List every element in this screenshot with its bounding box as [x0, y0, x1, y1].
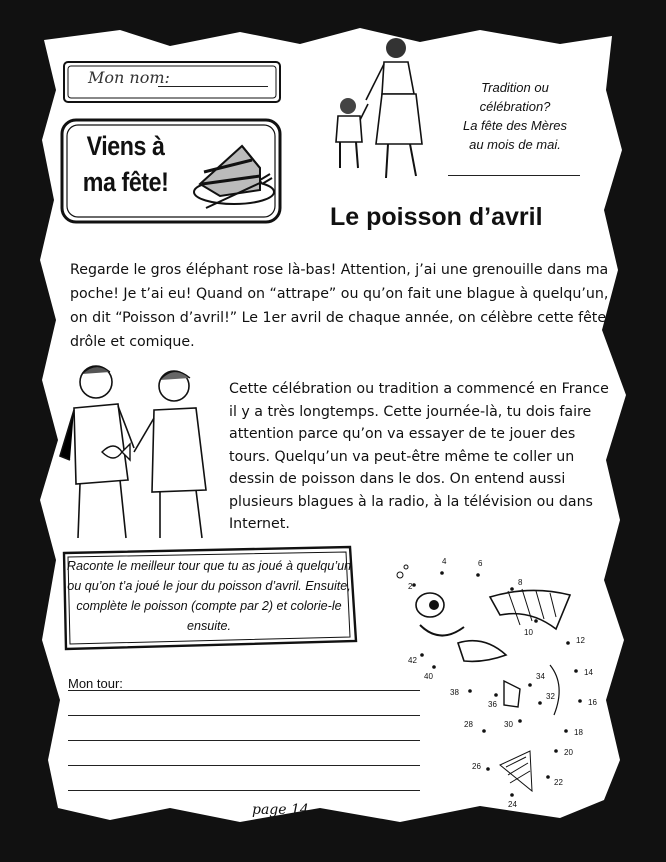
answer-label: Mon tour: — [68, 676, 123, 691]
fish-belly-fin-icon — [504, 681, 520, 707]
fish-dot-number: 26 — [472, 762, 481, 771]
tradition-answer-line[interactable] — [448, 175, 580, 176]
fish-dot-number: 32 — [546, 692, 555, 701]
fish-dot-number: 24 — [508, 800, 517, 809]
fish-dot-number: 38 — [450, 688, 459, 697]
fish-dot-number: 30 — [504, 720, 513, 729]
fish-dot[interactable] — [546, 775, 550, 779]
fish-dot-number: 6 — [478, 559, 483, 568]
answer-line[interactable] — [68, 765, 420, 766]
fish-pupil-icon — [429, 600, 439, 610]
history-paragraph: Cette célébration ou tradition a commencé en France il y a très longtemps. Cette journée-là, tu dois faire attention parce qu’on va essayer de te jouer des tours. Quelqu’un va peut-être même te coller un dessin de poisson dans le dos. On entend aussi plusieurs blagues à la radio, à la télévision ou dans Internet. — [229, 381, 609, 532]
fish-dot[interactable] — [566, 641, 570, 645]
fish-dot[interactable] — [432, 665, 436, 669]
fish-dot-number: 18 — [574, 728, 583, 737]
fish-dot[interactable] — [476, 573, 480, 577]
party-title-line2: ma fête! — [82, 167, 169, 197]
fish-dot-number: 16 — [588, 698, 597, 707]
fish-dot-number: 4 — [442, 557, 447, 566]
fish-dot[interactable] — [518, 719, 522, 723]
tradition-note-line4: au mois de mai. — [469, 137, 561, 152]
fish-dot-number: 20 — [564, 748, 573, 757]
fish-dot[interactable] — [420, 653, 424, 657]
fish-dot-number: 34 — [536, 672, 545, 681]
fish-mouth-icon — [420, 625, 464, 636]
tradition-note-line1: Tradition ou — [481, 80, 549, 95]
mother-child-illustration — [326, 34, 436, 184]
tradition-note-line3: La fête des Mères — [462, 118, 568, 133]
fish-dot[interactable] — [412, 583, 416, 587]
page-title: Le poisson d’avril — [330, 203, 543, 231]
fish-body-curve-icon — [550, 665, 559, 715]
page-number: page 14 — [252, 802, 309, 818]
intro-paragraph: Regarde le gros éléphant rose là-bas! Attention, j’ai une grenouille dans ma poche! Je t’ai eu! Quand on “attrape” ou qu’on fait une blague à quelqu’un, on dit “Poisson d’avril!” Le 1er avril de chaque année, on célèbre cette fête drôle et comique. — [70, 262, 609, 350]
dot-to-dot-fish[interactable] — [380, 555, 610, 809]
answer-line[interactable] — [68, 790, 420, 791]
fish-dot-number: 12 — [576, 636, 585, 645]
fish-dot[interactable] — [468, 689, 472, 693]
bubble-icon — [397, 572, 403, 578]
fish-dot-number: 10 — [524, 628, 533, 637]
party-title-line1: Viens à — [86, 131, 165, 161]
fish-dot-number: 8 — [518, 578, 523, 587]
fish-dot[interactable] — [538, 701, 542, 705]
answer-line[interactable] — [68, 690, 420, 691]
cake-slice-icon — [190, 138, 280, 212]
answer-line[interactable] — [68, 740, 420, 741]
fish-dot[interactable] — [574, 669, 578, 673]
tradition-note — [436, 78, 594, 154]
fish-dot[interactable] — [528, 683, 532, 687]
fish-dot[interactable] — [510, 587, 514, 591]
fish-dot[interactable] — [486, 767, 490, 771]
fish-dot[interactable] — [510, 793, 514, 797]
fish-dot-number: 42 — [408, 656, 417, 665]
answer-line[interactable] — [68, 715, 420, 716]
fish-dot[interactable] — [578, 699, 582, 703]
bubble-icon — [404, 565, 408, 569]
activity-instructions: Raconte le meilleur tour que tu as joué à quelqu’un ou qu’on t’a joué le jour du poisson d’avril. Ensuite, complète le poisson (compte par 2) et colorie-le ensuite. — [66, 559, 352, 633]
fish-dot[interactable] — [534, 619, 538, 623]
fish-side-fin-icon — [458, 641, 506, 662]
fish-dot-number: 36 — [488, 700, 497, 709]
fish-dot-number: 28 — [464, 720, 473, 729]
two-men-prank-illustration — [56, 360, 226, 540]
fish-dot[interactable] — [494, 693, 498, 697]
fish-dot-number: 40 — [424, 672, 433, 681]
name-input-line[interactable] — [158, 86, 268, 87]
fish-dot[interactable] — [554, 749, 558, 753]
fish-tail-icon — [500, 751, 532, 791]
tradition-note-line2: célébration? — [479, 99, 551, 114]
fish-top-fin-icon — [490, 590, 570, 629]
party-title — [74, 128, 177, 200]
fish-dot-number: 2 — [408, 582, 413, 591]
name-label: Mon nom: — [88, 68, 170, 87]
fish-dot-number: 14 — [584, 668, 593, 677]
fish-dot[interactable] — [564, 729, 568, 733]
fish-dot-number: 22 — [554, 778, 563, 787]
fish-dot[interactable] — [482, 729, 486, 733]
fish-dot[interactable] — [440, 571, 444, 575]
